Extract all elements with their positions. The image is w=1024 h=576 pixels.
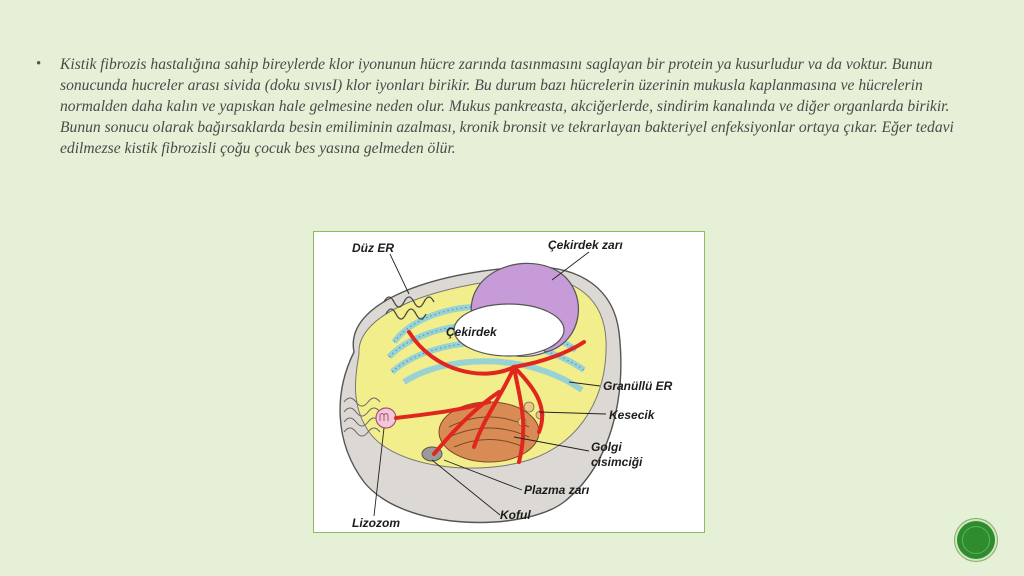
bullet-marker: • — [36, 56, 42, 72]
next-slide-button[interactable] — [957, 521, 995, 559]
nav-button-ring-icon — [962, 526, 990, 554]
label-vacuole: Koful — [500, 508, 531, 522]
label-vesicle: Kesecik — [609, 408, 655, 422]
label-plasma-membrane: Plazma zarı — [524, 483, 590, 497]
body-paragraph: Kistik fibrozis hastalığına sahip bireylerde klor iyonunun hücre zarında tasınmasını saglayan bir protein ya kusurludur va da voktur. Bunun sonucunda hucreler arası sivida (doku sıvısI) klor iyonları birikir. Bu durum bazı hücrelerin üzerinin mukusla kaplanmasına ve hücrelerin normalden daha kalın ve yapıskan hale gelmesine neden olur. Mukus pankreasta, akciğerlerde, sindirim kanalında ve diğer organlarda birikir. Bunun sonucu olarak bağırsaklarda besin emiliminin azalması, kronik bronsit ve tekrarlayan bakteriyel enfeksiyonlar ortaya çıkar. Eğer tedavi edilmezse kistik fibrozisli çoğu çocuk bes yasına gelmeden ölür. — [60, 56, 954, 157]
label-nucleus: Çekirdek — [446, 325, 497, 339]
label-smooth-er: Düz ER — [352, 241, 394, 255]
label-lysosome: Lizozom — [352, 516, 400, 530]
bullet-item — [36, 54, 966, 159]
lysosome — [376, 408, 396, 428]
label-golgi-2: cisimciği — [591, 455, 643, 469]
cell-diagram — [314, 232, 704, 532]
label-rough-er: Granüllü ER — [603, 379, 673, 393]
label-golgi-1: Golgi — [591, 440, 622, 454]
label-nuclear-envelope: Çekirdek zarı — [548, 238, 623, 252]
cell-diagram-figure — [313, 231, 705, 533]
